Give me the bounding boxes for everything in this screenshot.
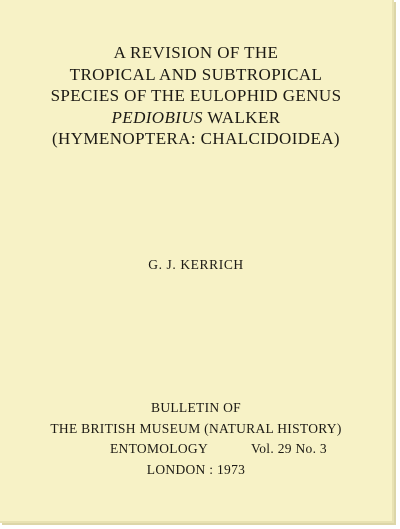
series-volume: Vol. 29 No. 3 [250,441,327,456]
title-line-4 [0,107,392,129]
title-line-2: TROPICAL AND SUBTROPICAL [69,64,323,84]
series-imprint: LONDON : 1973 [146,461,246,477]
title-line-3: SPECIES OF THE EULOPHID GENUS [50,86,342,105]
author-name: G. J. KERRICH [148,257,244,272]
series-block [0,398,392,480]
genus-author: WALKER [202,107,281,127]
series-line-1: BULLETIN OF [151,400,241,415]
title-block [0,42,392,150]
series-subject: ENTOMOLOGY [110,441,208,456]
title-line-5: (HYMENOPTERA: CHALCIDOIDEA) [52,129,340,148]
series-line-2: THE BRITISH MUSEUM (NATURAL HISTORY) [50,420,342,436]
genus-name: PEDIOBIUS [111,107,203,127]
series-subject-row [0,439,392,460]
title-line-1: A REVISION OF THE [113,43,279,62]
